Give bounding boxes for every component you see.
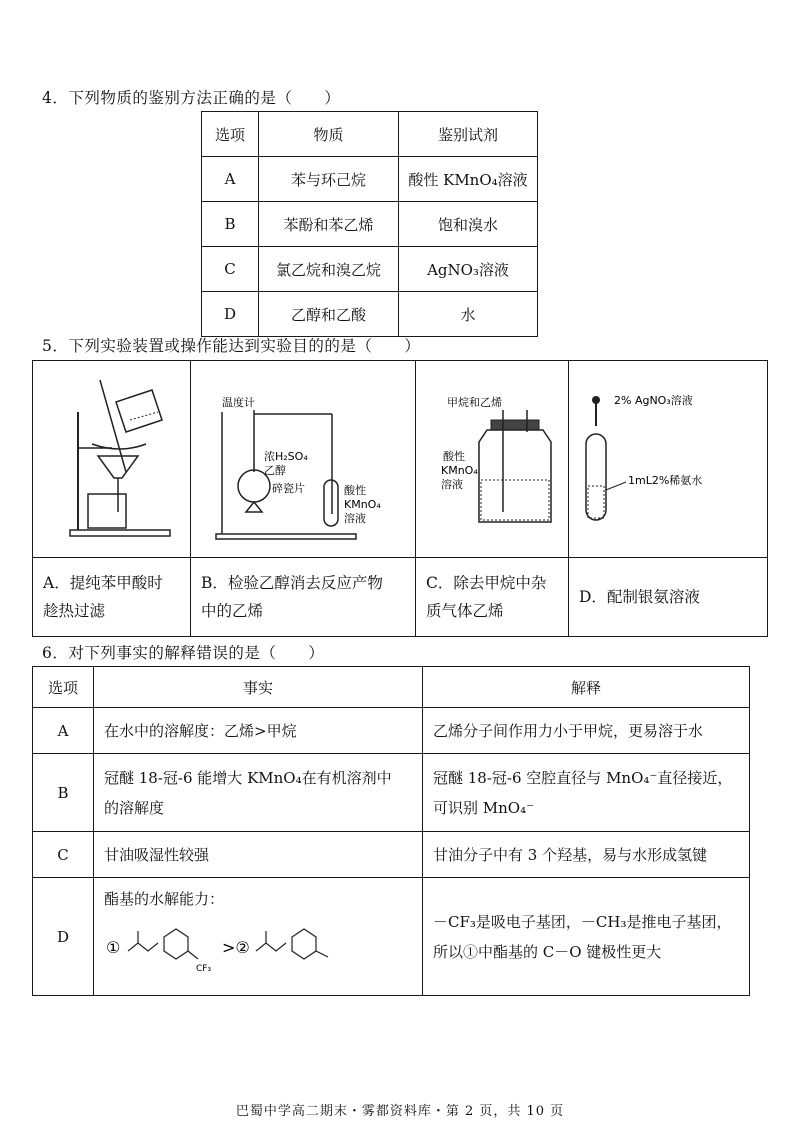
q5-table — [32, 360, 768, 637]
page-footer: 巴蜀中学高二期末・雾都资料库・第 2 页，共 10 页 — [235, 1104, 565, 1119]
q6-stem: 6．对下列事实的解释错误的是（ ） — [42, 644, 325, 662]
q4-option: C — [202, 247, 259, 292]
compound-1-label: ① — [106, 938, 121, 957]
ammonia-label: 1mL2%稀氨水 — [628, 474, 703, 487]
q4-header-option: 选项 — [202, 112, 259, 157]
acidic-label: 酸性 — [344, 484, 366, 497]
q4-substance: 氯乙烷和溴乙烷 — [259, 247, 399, 292]
table-row — [33, 754, 750, 832]
q5-figure-d — [569, 361, 768, 558]
q6-fact — [94, 754, 423, 832]
kmno4-label: KMnO₄ — [441, 464, 478, 477]
explain-line: 所以①中酯基的 C－O 键极性更大 — [433, 942, 662, 961]
ethylene-test-apparatus-figure — [192, 362, 414, 552]
q6-explain — [423, 754, 750, 832]
ethanol-label: 乙醇 — [264, 464, 286, 477]
solution-label: 溶液 — [441, 478, 463, 491]
gas-mixture-label: 甲烷和乙烯 — [447, 396, 502, 409]
ester-structures-figure — [104, 909, 404, 975]
q6-option: C — [33, 832, 94, 878]
conc-acid-label: 浓H₂SO₄ — [264, 450, 308, 463]
table-row — [33, 878, 750, 996]
q4-substance: 乙醇和乙酸 — [259, 292, 399, 337]
q4-reagent: 饱和溴水 — [399, 202, 538, 247]
q5-figure-b — [191, 361, 416, 558]
q4-header-substance: 物质 — [259, 112, 399, 157]
q6-explain — [423, 878, 750, 996]
q4-table — [201, 111, 538, 337]
q5-figure-c — [416, 361, 569, 558]
explain-line: 可识别 MnO₄⁻ — [433, 798, 535, 817]
q4-option: A — [202, 157, 259, 202]
table-row — [202, 202, 538, 247]
q5-option-b — [191, 558, 416, 637]
q6-fact: 甘油吸湿性较强 — [94, 832, 423, 878]
q6-option: B — [33, 754, 94, 832]
q6-option: D — [33, 878, 94, 996]
gas-washing-bottle-figure — [417, 362, 567, 552]
filtration-apparatus-figure — [34, 362, 189, 552]
fact-line: 冠醚 18-冠-6 能增大 KMnO₄在有机溶剂中 — [104, 768, 392, 787]
porcelain-label: 碎瓷片 — [272, 482, 305, 495]
table-row — [33, 832, 750, 878]
q4-option: D — [202, 292, 259, 337]
q4-header-reagent: 鉴别试剂 — [399, 112, 538, 157]
q6-header-explain: 解释 — [423, 667, 750, 708]
benzene-ring — [292, 929, 316, 959]
table-row — [202, 157, 538, 202]
benzene-ring — [164, 929, 188, 959]
test-tube-figure — [570, 362, 766, 552]
q4-reagent: AgNO₃溶液 — [399, 247, 538, 292]
q4-option: B — [202, 202, 259, 247]
compound-2-label: >② — [222, 938, 250, 957]
explain-line: －CF₃是吸电子基团，－CH₃是推电子基团， — [433, 912, 732, 931]
q4-stem: 4．下列物质的鉴别方法正确的是（ ） — [42, 89, 341, 107]
table-row — [202, 292, 538, 337]
q6-header-option: 选项 — [33, 667, 94, 708]
caption-line: B．检验乙醇消去反应产物 — [201, 574, 383, 592]
caption-line: 中的乙烯 — [201, 602, 264, 620]
cf3-label: CF₃ — [196, 964, 212, 974]
ester-chain — [128, 943, 158, 951]
q6-fact: 在水中的溶解度：乙烯>甲烷 — [94, 708, 423, 754]
fact-line: 的溶解度 — [104, 798, 165, 817]
q4-reagent: 酸性 KMnO₄溶液 — [399, 157, 538, 202]
q6-option: A — [33, 708, 94, 754]
caption-line: A．提纯苯甲酸时 — [43, 574, 163, 592]
q6-table — [32, 666, 750, 996]
acidic-label: 酸性 — [443, 450, 465, 463]
kmno4-label: KMnO₄ — [344, 498, 381, 511]
q6-fact — [94, 878, 423, 996]
table-row — [33, 708, 750, 754]
caption-line: C．除去甲烷中杂 — [426, 574, 547, 592]
q5-stem: 5．下列实验装置或操作能达到实验目的的是（ ） — [42, 337, 421, 355]
ester-chain — [256, 943, 286, 951]
q4-substance: 苯酚和苯乙烯 — [259, 202, 399, 247]
fact-line: 酯基的水解能力： — [104, 890, 225, 908]
thermometer-label: 温度计 — [222, 396, 255, 409]
agno3-label: 2% AgNO₃溶液 — [614, 394, 693, 407]
q5-figure-a — [33, 361, 191, 558]
q5-option-a — [33, 558, 191, 637]
caption-line: 质气体乙烯 — [426, 602, 504, 620]
q5-option-d — [569, 558, 768, 637]
q5-option-c — [416, 558, 569, 637]
solution-label: 溶液 — [344, 512, 366, 525]
caption-line: D．配制银氨溶液 — [579, 588, 700, 606]
q4-reagent: 水 — [399, 292, 538, 337]
caption-line: 趁热过滤 — [43, 602, 106, 620]
q4-substance: 苯与环己烷 — [259, 157, 399, 202]
q6-explain: 乙烯分子间作用力小于甲烷，更易溶于水 — [423, 708, 750, 754]
q6-explain: 甘油分子中有 3 个羟基，易与水形成氢键 — [423, 832, 750, 878]
explain-line: 冠醚 18-冠-6 空腔直径与 MnO₄⁻直径接近， — [433, 768, 733, 787]
table-row — [202, 247, 538, 292]
q6-header-fact: 事实 — [94, 667, 423, 708]
